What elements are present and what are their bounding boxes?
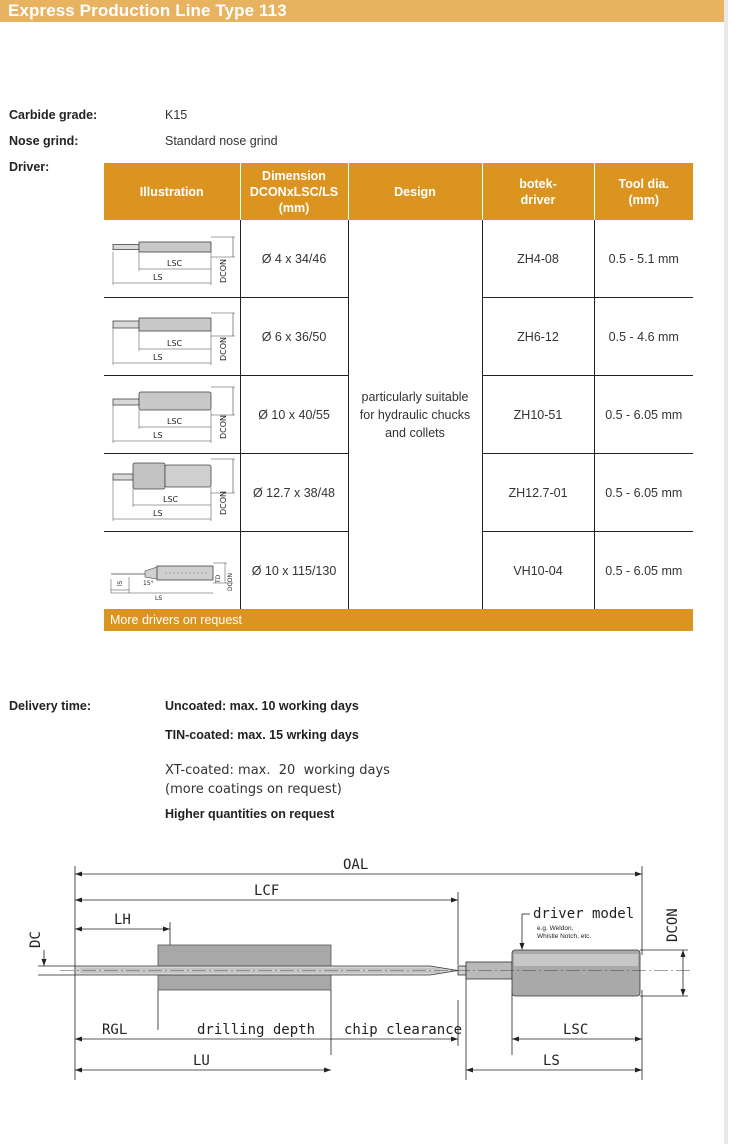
ls-label: LS — [152, 430, 163, 440]
higher-quantities-note: Higher quantities on request — [165, 807, 335, 821]
ls-label: LS — [543, 1053, 560, 1069]
col-driver: botek- driver — [482, 163, 594, 220]
carbide-grade-value: K15 — [165, 108, 188, 122]
driver-examples-line-1: e.g. Weldon, — [537, 925, 574, 932]
delivery-time-label: Delivery time: — [9, 699, 91, 713]
col-dimension: Dimension DCONxLSC/LS (mm) — [240, 163, 348, 220]
driver-cell: ZH6-12 — [482, 298, 594, 376]
oal-label: OAL — [343, 857, 369, 873]
col-tool-dia: Tool dia. (mm) — [594, 163, 693, 220]
drivers-table — [104, 163, 693, 631]
lu-label: LU — [193, 1053, 210, 1069]
more-coatings-note: (more coatings on request) — [165, 782, 342, 797]
chip-clearance-label: chip clearance — [344, 1022, 463, 1038]
lsc-label: LSC — [162, 494, 178, 504]
tool-dia-cell: 0.5 - 5.1 mm — [594, 220, 693, 298]
uncoated-delivery: Uncoated: max. 10 working days — [165, 699, 359, 713]
design-cell: particularly suitable for hydraulic chucks and collets — [348, 220, 482, 609]
dcon-label: DCON — [226, 572, 234, 591]
dimension-cell: Ø 12.7 x 38/48 — [240, 454, 348, 532]
rgl-label: RGL — [102, 1022, 128, 1038]
ls-label: LS — [152, 352, 163, 362]
table-header-row — [104, 163, 693, 220]
driver-examples-line-2: Whistle Notch, etc. — [537, 933, 592, 940]
driver-cell: ZH12.7-01 — [482, 454, 594, 532]
dimension-cell: Ø 10 x 115/130 — [240, 532, 348, 610]
right-divider — [724, 0, 728, 1144]
ls-label: LS — [154, 594, 162, 602]
lsc-label: LSC — [166, 338, 182, 348]
nose-grind-label: Nose grind: — [9, 134, 79, 148]
xt-coated-delivery: XT-coated: max. 20 working days — [165, 763, 390, 778]
lcf-label: LCF — [254, 883, 280, 899]
driver-cell: ZH10-51 — [482, 376, 594, 454]
carbide-grade-label: Carbide grade: — [9, 108, 98, 122]
lsc-label: LSC — [166, 258, 182, 268]
tool-dia-cell: 0.5 - 6.05 mm — [605, 563, 683, 578]
dcon-label: DCON — [218, 490, 228, 515]
driver-cell: VH10-04 — [482, 532, 594, 610]
dimension-cell: Ø 10 x 40/55 — [240, 376, 348, 454]
lsc-label: LSC — [166, 416, 182, 426]
dimension-cell: Ø 4 x 34/46 — [240, 220, 348, 298]
table-footer-row — [104, 609, 693, 631]
lh-label: LH — [114, 912, 131, 928]
dcon-label: DCON — [218, 258, 228, 283]
driver-label: Driver: — [9, 160, 50, 174]
ls-label: LS — [152, 272, 163, 282]
tin-coated-delivery: TIN-coated: max. 15 wrking days — [165, 728, 359, 742]
tool-dia-cell: 0.5 - 4.6 mm — [594, 298, 693, 376]
tool-dia-cell: 0.5 - 6.05 mm — [594, 454, 693, 532]
tool-dimension-drawing — [0, 850, 722, 1090]
driver-illustration — [104, 376, 240, 454]
dcon-label: DCON — [218, 414, 228, 439]
l5-label: l5 — [116, 580, 124, 586]
header-bar — [0, 0, 724, 22]
lsc-label: LSC — [563, 1022, 589, 1038]
ls-label: LS — [152, 508, 163, 518]
driver-cell: ZH4-08 — [482, 220, 594, 298]
driver-illustration — [104, 454, 240, 532]
driver-model-label: driver model — [533, 906, 635, 922]
col-illustration: Illustration — [104, 163, 240, 220]
col-design: Design — [348, 163, 482, 220]
nose-grind-value: Standard nose grind — [165, 134, 278, 148]
driver-illustration — [104, 220, 240, 298]
driver-illustration — [104, 532, 240, 610]
td-label: TD — [214, 574, 222, 583]
drilling-depth-label: drilling depth — [197, 1022, 316, 1038]
tool-dia-cell: 0.5 - 6.05 mm — [594, 376, 693, 454]
angle-label: 15° — [142, 579, 154, 587]
more-drivers-note: More drivers on request — [104, 609, 693, 631]
driver-illustration — [104, 298, 240, 376]
dcon-label: DCON — [665, 908, 681, 942]
dc-label: DC — [28, 931, 44, 948]
table-row — [104, 220, 693, 298]
dcon-label: DCON — [218, 336, 228, 361]
page-title: Express Production Line Type 113 — [8, 1, 287, 20]
dimension-cell: Ø 6 x 36/50 — [240, 298, 348, 376]
